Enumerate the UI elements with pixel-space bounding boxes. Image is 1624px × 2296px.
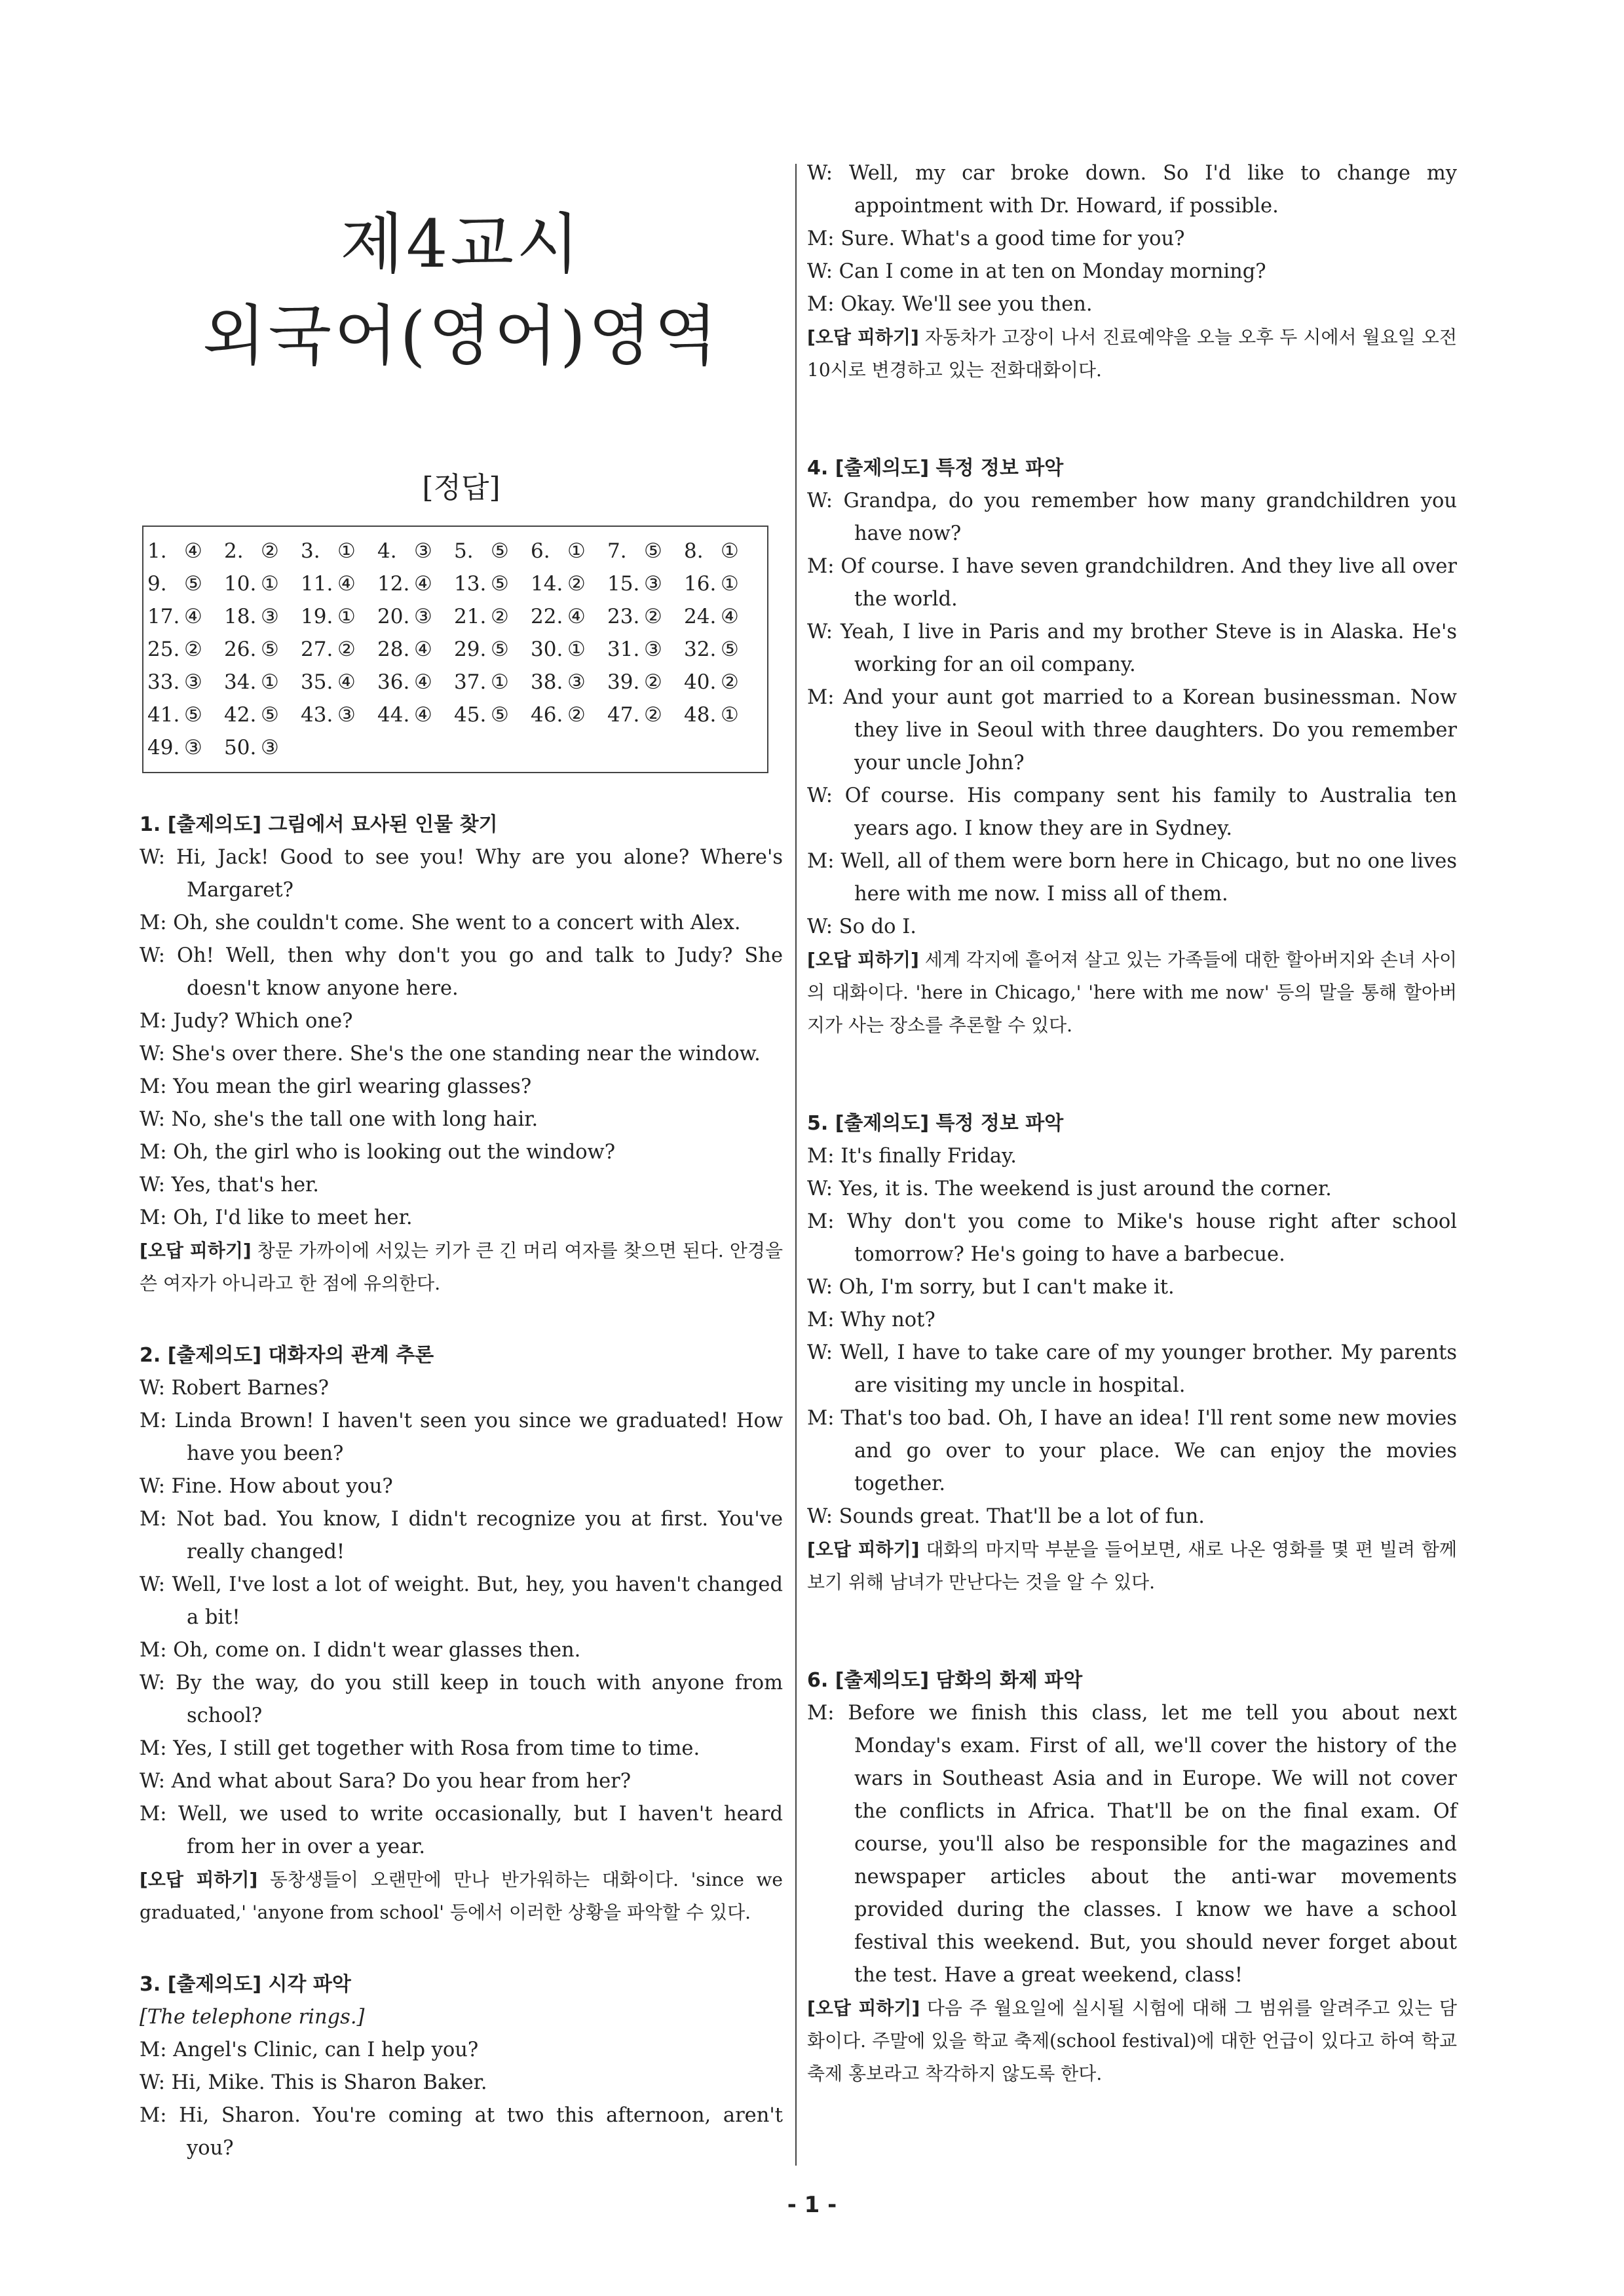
note-text: 동창생들이 오랜만에 만나 반가워하는 대화이다. 'since we graduated,' 'anyone from school' 등에서 이러한 상황을 파악할 수 있다. <box>140 1869 783 1923</box>
dialogue <box>140 2034 783 2165</box>
dialogue <box>807 1140 1457 1533</box>
answer-cell <box>377 698 454 731</box>
dialogue-line: W: Yes, it is. The weekend is just around the corner. <box>807 1177 1332 1200</box>
right-column <box>807 157 1457 2090</box>
page-title-period: 제4교시 <box>340 206 582 282</box>
answer-number: 29. <box>454 638 487 661</box>
answer-number: 12. <box>377 572 410 596</box>
note-label: [오답 피하기] <box>807 1997 920 2019</box>
dialogue-line: M: Of course. I have seven grandchildren. And they live all over the world. <box>807 555 1457 611</box>
answer-note <box>140 1234 783 1300</box>
dialogue-line: M: Linda Brown! I haven't seen you since we graduated! How have you been? <box>140 1409 783 1465</box>
note-label: [오답 피하기] <box>140 1869 258 1890</box>
question-heading: 5. [출제의도] 특정 정보 파악 <box>807 1112 1064 1135</box>
answer-number: 42. <box>224 703 257 727</box>
answer-number: 22. <box>531 605 563 628</box>
answer-cell <box>684 633 761 666</box>
answer-number: 40. <box>684 670 717 694</box>
answer-number: 37. <box>454 670 487 694</box>
dialogue-line: W: Grandpa, do you remember how many grandchildren you have now? <box>807 489 1457 545</box>
answer-number: 44. <box>377 703 410 727</box>
answer-choice: ② <box>721 670 739 694</box>
answer-choice: ④ <box>184 605 202 628</box>
answer-number: 25. <box>147 638 180 661</box>
answer-number: 20. <box>377 605 410 628</box>
question-heading: 3. [출제의도] 시각 파악 <box>140 1973 351 1996</box>
dialogue-line: M: Why don't you come to Mike's house right after school tomorrow? He's going to have a barbecue. <box>807 1210 1457 1266</box>
answer-choice: ③ <box>414 539 432 563</box>
answer-choice: ② <box>567 572 586 596</box>
answer-choice: ④ <box>414 638 432 661</box>
answer-cell <box>531 600 607 633</box>
answer-number: 27. <box>301 638 333 661</box>
answer-cell <box>531 535 607 567</box>
answer-choice: ⑤ <box>491 572 509 596</box>
answer-number: 31. <box>607 638 640 661</box>
dialogue-line: W: Robert Barnes? <box>140 1377 329 1400</box>
answer-number: 21. <box>454 605 487 628</box>
question-3-continued <box>807 157 1457 387</box>
answer-cell <box>454 567 531 600</box>
answer-cell <box>607 535 684 567</box>
page-title-subject: 외국어(영어)영역 <box>202 297 721 374</box>
answer-number: 35. <box>301 670 333 694</box>
answer-key-table <box>142 526 768 773</box>
answer-cell <box>607 698 684 731</box>
dialogue-line: M: Oh, the girl who is looking out the window? <box>140 1141 616 1164</box>
dialogue-line: M: That's too bad. Oh, I have an idea! I'll rent some new movies and go over to your place. We can enjoy the movies together. <box>807 1407 1457 1495</box>
answer-cell <box>377 633 454 666</box>
dialogue-line: M: Well, we used to write occasionally, but I haven't heard from her in over a year. <box>140 1803 783 1858</box>
answer-number: 10. <box>224 572 257 596</box>
answer-number: 13. <box>454 572 487 596</box>
dialogue-line: M: You mean the girl wearing glasses? <box>140 1075 532 1098</box>
answer-choice: ⑤ <box>184 572 202 596</box>
answer-cell <box>607 600 684 633</box>
question-2 <box>140 1339 783 1929</box>
answer-choice: ③ <box>414 605 432 628</box>
answer-cell <box>147 600 224 633</box>
question-6 <box>807 1664 1457 2090</box>
answer-number: 15. <box>607 572 640 596</box>
dialogue-line: W: Sounds great. That'll be a lot of fun. <box>807 1505 1205 1528</box>
answer-number: 24. <box>684 605 717 628</box>
answer-choice: ④ <box>337 670 356 694</box>
answer-number: 2. <box>224 539 244 563</box>
dialogue-line: W: Hi, Mike. This is Sharon Baker. <box>140 2071 487 2094</box>
answer-choice: ④ <box>567 605 586 628</box>
answer-note <box>807 1992 1457 2090</box>
answer-choice: ① <box>721 572 739 596</box>
answer-cell <box>684 666 761 698</box>
answer-choice: ⑤ <box>261 638 279 661</box>
stage-direction: [The telephone rings.] <box>140 2006 365 2029</box>
answer-cell <box>684 567 761 600</box>
answer-cell <box>684 600 761 633</box>
answer-number: 8. <box>684 539 704 563</box>
answer-choice: ① <box>721 539 739 563</box>
note-text: 다음 주 월요일에 실시될 시험에 대해 그 범위를 알려주고 있는 담화이다. 주말에 있을 학교 축제(school festival)에 대한 언급이 있다고 하여 학교 축제 홍보라고 착각하지 않도록 한다. <box>807 1997 1457 2084</box>
question-5 <box>807 1107 1457 1599</box>
answer-choice: ② <box>491 605 509 628</box>
dialogue-line: M: Sure. What's a good time for you? <box>807 227 1185 250</box>
answer-number: 19. <box>301 605 333 628</box>
answer-cell <box>607 567 684 600</box>
dialogue-line: M: Hi, Sharon. You're coming at two this afternoon, aren't you? <box>140 2104 783 2160</box>
answer-cell <box>147 698 224 731</box>
dialogue-line: W: Fine. How about you? <box>140 1475 393 1498</box>
answer-cell <box>684 698 761 731</box>
question-heading: 1. [출제의도] 그림에서 묘사된 인물 찾기 <box>140 813 498 836</box>
answer-choice: ① <box>567 539 586 563</box>
answer-choice: ⑤ <box>491 539 509 563</box>
answer-choice: ④ <box>337 572 356 596</box>
dialogue-line: M: Oh, she couldn't come. She went to a concert with Alex. <box>140 911 741 934</box>
answer-choice: ④ <box>414 703 432 727</box>
answer-cell <box>301 633 377 666</box>
dialogue <box>140 841 783 1234</box>
question-heading: 4. [출제의도] 특정 정보 파악 <box>807 457 1064 480</box>
dialogue-line: M: Yes, I still get together with Rosa from time to time. <box>140 1737 700 1760</box>
answer-choice: ④ <box>184 539 202 563</box>
dialogue-line: W: Oh! Well, then why don't you go and talk to Judy? She doesn't know anyone here. <box>140 944 783 1000</box>
dialogue-line: M: Oh, I'd like to meet her. <box>140 1206 413 1229</box>
dialogue-line: W: Well, I've lost a lot of weight. But, hey, you haven't changed a bit! <box>140 1573 783 1629</box>
question-1 <box>140 809 783 1300</box>
answer-row <box>147 535 767 567</box>
answer-choice: ② <box>184 638 202 661</box>
answer-cell <box>224 535 301 567</box>
note-text: 창문 가까이에 서있는 키가 큰 긴 머리 여자를 찾으면 된다. 안경을 쓴 여자가 아니라고 한 점에 유의한다. <box>140 1240 783 1294</box>
dialogue-line: W: And what about Sara? Do you hear from her? <box>140 1770 632 1793</box>
answer-choice: ① <box>337 539 356 563</box>
answer-choice: ⑤ <box>261 703 279 727</box>
dialogue <box>807 485 1457 944</box>
answer-cell <box>224 698 301 731</box>
answer-choice: ③ <box>261 736 279 759</box>
answer-number: 17. <box>147 605 180 628</box>
answer-cell <box>147 731 224 764</box>
answer-note <box>140 1864 783 1929</box>
note-label: [오답 피하기] <box>140 1240 252 1261</box>
answer-cell <box>301 666 377 698</box>
answer-choice: ⑤ <box>491 638 509 661</box>
answer-cell <box>301 567 377 600</box>
dialogue-line: M: Well, all of them were born here in Chicago, but no one lives here with me now. I miss all of them. <box>807 850 1457 906</box>
answer-number: 26. <box>224 638 257 661</box>
answer-number: 28. <box>377 638 410 661</box>
answer-cell <box>454 666 531 698</box>
dialogue-line: M: Oh, come on. I didn't wear glasses then. <box>140 1639 581 1662</box>
dialogue <box>807 157 1457 321</box>
answer-cell <box>607 633 684 666</box>
answer-row <box>147 698 767 731</box>
answer-number: 23. <box>607 605 640 628</box>
answer-choice: ④ <box>414 572 432 596</box>
answer-number: 3. <box>301 539 320 563</box>
answer-choice: ② <box>644 670 662 694</box>
dialogue-line: M: Not bad. You know, I didn't recognize you at first. You've really changed! <box>140 1508 783 1563</box>
answer-number: 45. <box>454 703 487 727</box>
dialogue-line: W: Well, my car broke down. So I'd like to change my appointment with Dr. Howard, if possible. <box>807 162 1457 218</box>
answer-row <box>147 666 767 698</box>
answer-cell <box>454 535 531 567</box>
answer-number: 49. <box>147 736 180 759</box>
answer-choice: ④ <box>414 670 432 694</box>
answer-cell <box>454 600 531 633</box>
answer-cell <box>224 666 301 698</box>
answer-number: 43. <box>301 703 333 727</box>
dialogue-line: W: Yes, that's her. <box>140 1174 319 1196</box>
note-text: 자동차가 고장이 나서 진료예약을 오늘 오후 두 시에서 월요일 오전 10시로 변경하고 있는 전화대화이다. <box>807 326 1457 381</box>
question-3 <box>140 1968 783 2165</box>
answer-row <box>147 633 767 666</box>
left-column <box>140 157 783 2165</box>
answer-choice: ⑤ <box>184 703 202 727</box>
answer-cell <box>301 600 377 633</box>
answer-cell <box>531 666 607 698</box>
answer-number: 7. <box>607 539 627 563</box>
dialogue-line: W: Oh, I'm sorry, but I can't make it. <box>807 1276 1175 1299</box>
dialogue-line: W: By the way, do you still keep in touch with anyone from school? <box>140 1672 783 1727</box>
answer-number: 48. <box>684 703 717 727</box>
answer-number: 18. <box>224 605 257 628</box>
answer-row <box>147 600 767 633</box>
answer-choice: ② <box>261 539 279 563</box>
answer-choice: ① <box>491 670 509 694</box>
answer-cell <box>224 600 301 633</box>
dialogue-line: W: Can I come in at ten on Monday morning? <box>807 260 1266 283</box>
dialogue-line: M: Judy? Which one? <box>140 1010 353 1033</box>
question-4 <box>807 452 1457 1042</box>
answer-choice: ① <box>337 605 356 628</box>
answer-number: 34. <box>224 670 257 694</box>
dialogue-line: W: Yeah, I live in Paris and my brother Steve is in Alaska. He's working for an oil company. <box>807 621 1457 676</box>
question-heading: 2. [출제의도] 대화자의 관계 추론 <box>140 1344 434 1367</box>
answer-note <box>807 321 1457 387</box>
answers-heading: [정답] <box>422 471 500 505</box>
answer-choice: ② <box>644 605 662 628</box>
answer-number: 32. <box>684 638 717 661</box>
answer-number: 50. <box>224 736 257 759</box>
answer-number: 11. <box>301 572 333 596</box>
note-label: [오답 피하기] <box>807 326 919 348</box>
answer-choice: ③ <box>184 736 202 759</box>
answer-cell <box>377 600 454 633</box>
answer-number: 38. <box>531 670 563 694</box>
answer-cell <box>147 666 224 698</box>
dialogue-line: M: Before we finish this class, let me tell you about next Monday's exam. First of all, we'll cover the history of the wars in Southeast Asia and in Europe. We will not cover the conflicts in Africa. That'll be on the final exam. Of course, you'll also be responsible for the magazines and newspaper articles about the anti-war movements provided during the classes. I know we have a school festival this weekend. But, you should never forget about the test. Have a great weekend, class! <box>807 1702 1457 1987</box>
answer-number: 5. <box>454 539 474 563</box>
answer-cell <box>301 698 377 731</box>
answer-cell <box>377 567 454 600</box>
answer-number: 4. <box>377 539 397 563</box>
answer-choice: ① <box>261 670 279 694</box>
answer-choice: ③ <box>261 605 279 628</box>
answer-choice: ⑤ <box>721 638 739 661</box>
dialogue-line: W: No, she's the tall one with long hair. <box>140 1108 538 1131</box>
answer-choice: ③ <box>337 703 356 727</box>
answer-cell <box>454 633 531 666</box>
dialogue-line: W: Well, I have to take care of my younger brother. My parents are visiting my uncle in hospital. <box>807 1341 1457 1397</box>
answer-cell <box>531 633 607 666</box>
answer-number: 36. <box>377 670 410 694</box>
note-label: [오답 피하기] <box>807 949 919 970</box>
answer-row <box>147 567 767 600</box>
answer-cell <box>684 535 761 567</box>
answer-number: 9. <box>147 572 167 596</box>
answer-choice: ③ <box>567 670 586 694</box>
answer-number: 16. <box>684 572 717 596</box>
answer-cell <box>224 567 301 600</box>
answer-number: 33. <box>147 670 180 694</box>
note-label: [오답 피하기] <box>807 1539 920 1560</box>
answer-choice: ④ <box>721 605 739 628</box>
dialogue-line: W: Of course. His company sent his family to Australia ten years ago. I know they are in Sydney. <box>807 784 1457 840</box>
answer-choice: ① <box>567 638 586 661</box>
dialogue <box>807 1697 1457 1992</box>
answer-cell <box>147 633 224 666</box>
question-heading: 6. [출제의도] 담화의 화제 파악 <box>807 1669 1083 1692</box>
note-text: 대화의 마지막 부분을 들어보면, 새로 나온 영화를 몇 편 빌려 함께 보기 위해 남녀가 만난다는 것을 알 수 있다. <box>807 1539 1457 1593</box>
answer-choice: ② <box>644 703 662 727</box>
answer-row <box>147 731 767 764</box>
answer-choice: ① <box>261 572 279 596</box>
answer-number: 47. <box>607 703 640 727</box>
dialogue-line: W: Hi, Jack! Good to see you! Why are you alone? Where's Margaret? <box>140 846 783 902</box>
answer-cell <box>224 633 301 666</box>
answer-cell <box>377 535 454 567</box>
answer-choice: ⑤ <box>491 703 509 727</box>
answer-choice: ③ <box>184 670 202 694</box>
answer-note <box>807 944 1457 1042</box>
dialogue-line: M: Okay. We'll see you then. <box>807 293 1093 316</box>
answer-note <box>807 1533 1457 1599</box>
answer-number: 41. <box>147 703 180 727</box>
column-divider <box>795 164 797 2166</box>
answer-cell <box>531 698 607 731</box>
dialogue-line: W: She's over there. She's the one standing near the window. <box>140 1043 761 1065</box>
answer-choice: ② <box>337 638 356 661</box>
dialogue-line: M: Angel's Clinic, can I help you? <box>140 2038 479 2061</box>
answer-cell <box>531 567 607 600</box>
answer-cell <box>301 535 377 567</box>
answer-choice: ⑤ <box>644 539 662 563</box>
answer-choice: ① <box>721 703 739 727</box>
dialogue-line: M: And your aunt got married to a Korean businessman. Now they live in Seoul with three daughters. Do you remember your uncle John? <box>807 686 1457 775</box>
answer-number: 39. <box>607 670 640 694</box>
dialogue <box>140 1372 783 1864</box>
dialogue-line: M: Why not? <box>807 1309 935 1331</box>
answer-number: 14. <box>531 572 563 596</box>
page-number: - 1 - <box>787 2192 837 2218</box>
note-text: 세계 각지에 흩어져 살고 있는 가족들에 대한 할아버지와 손녀 사이의 대화이다. 'here in Chicago,' 'here with me now' 등의 말을 통해 할아버지가 사는 장소를 추론할 수 있다. <box>807 949 1457 1036</box>
answer-number: 46. <box>531 703 563 727</box>
answer-cell <box>377 666 454 698</box>
dialogue-line: W: So do I. <box>807 915 916 938</box>
answer-cell <box>147 535 224 567</box>
answer-choice: ② <box>567 703 586 727</box>
answer-choice: ③ <box>644 572 662 596</box>
answer-number: 30. <box>531 638 563 661</box>
answer-cell <box>454 698 531 731</box>
answer-cell <box>147 567 224 600</box>
answer-choice: ③ <box>644 638 662 661</box>
answer-cell <box>224 731 301 764</box>
answer-number: 6. <box>531 539 550 563</box>
dialogue-line: M: It's finally Friday. <box>807 1145 1017 1168</box>
answer-number: 1. <box>147 539 167 563</box>
answer-cell <box>607 666 684 698</box>
